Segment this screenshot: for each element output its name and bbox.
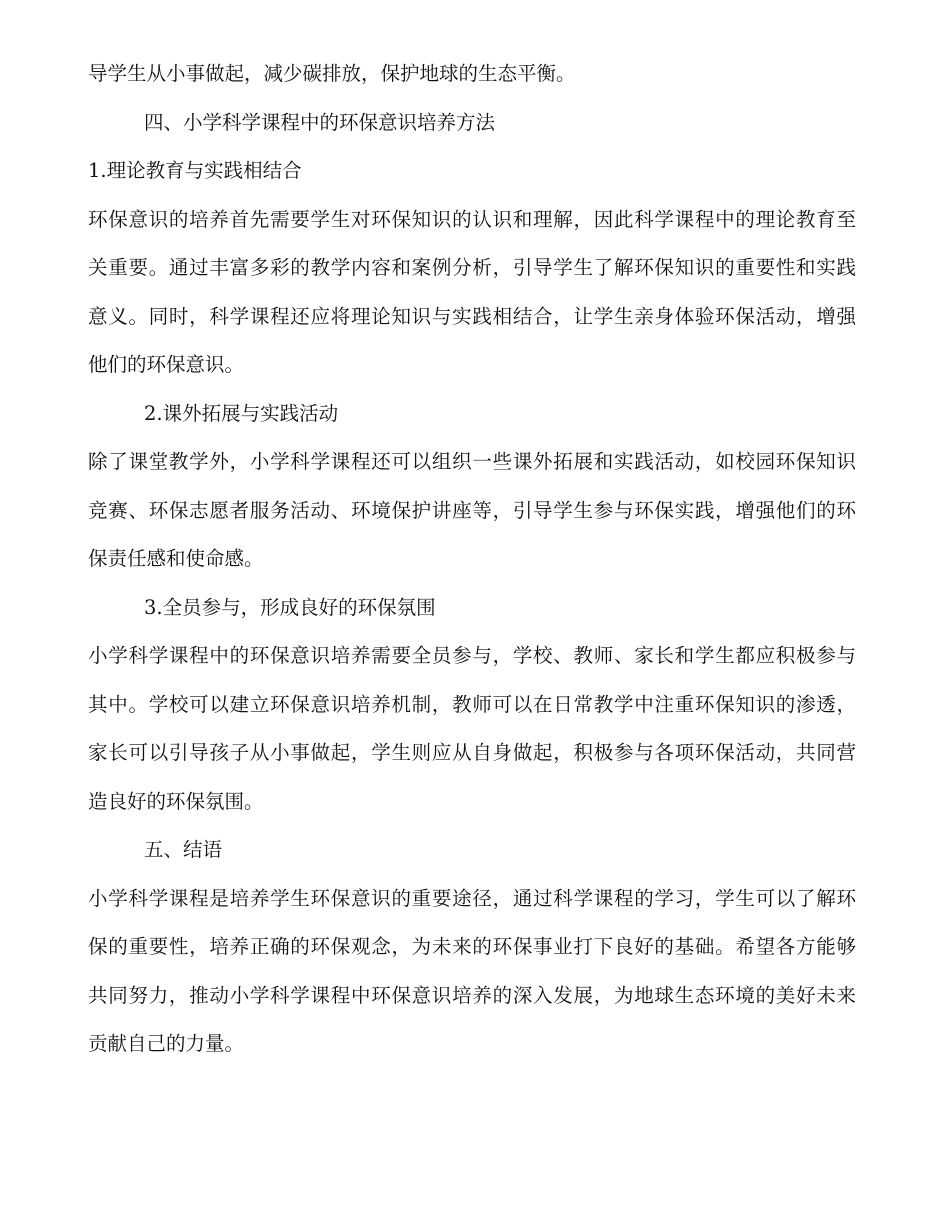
subheading-participation: 3.全员参与，形成良好的环保氛围 [144,595,436,619]
paragraph-line: 贡献自己的力量。 [88,1032,245,1055]
subheading-theory-practice: 1.理论教育与实践相结合 [88,159,302,182]
paragraph-line: 除了课堂教学外，小学科学课程还可以组织一些课外拓展和实践活动，如校园环保知识 [88,450,856,473]
paragraph-line: 意义。同时，科学课程还应将理论知识与实践相结合，让学生亲身体验环保活动，增强 [88,304,856,328]
paragraph-line: 造良好的环保氛围。 [88,789,264,813]
section-heading-conclusion: 五、结语 [144,838,223,861]
subheading-extracurricular: 2.课外拓展与实践活动 [144,401,339,425]
paragraph-line: 保责任感和使命感。 [88,547,264,570]
paragraph-line: 他们的环保意识。 [88,353,245,376]
paragraph-line: 竞赛、环保志愿者服务活动、环境保护讲座等，引导学生参与环保实践，增强他们的环 [88,498,856,522]
paragraph-line: 其中。学校可以建立环保意识培养机制，教师可以在日常教学中注重环保知识的渗透， [88,692,856,716]
paragraph-line: 共同努力，推动小学科学课程中环保意识培养的深入发展，为地球生态环境的美好未来 [88,983,856,1007]
continuation-text: 导学生从小事做起，减少碳排放，保护地球的生态平衡。 [88,62,576,85]
paragraph-line: 家长可以引导孩子从小事做起，学生则应从自身做起，积极参与各项环保活动，共同营 [88,741,856,764]
document-page [88,50,856,1069]
paragraph-line: 环保意识的培养首先需要学生对环保知识的认识和理解，因此科学课程中的理论教育至 [88,207,856,231]
paragraph-line: 保的重要性，培养正确的环保观念，为未来的环保事业打下良好的基础。希望各方能够 [88,935,856,958]
paragraph-line: 小学科学课程是培养学生环保意识的重要途径，通过科学课程的学习，学生可以了解环 [88,886,856,910]
paragraph-line: 关重要。通过丰富多彩的教学内容和案例分析，引导学生了解环保知识的重要性和实践 [88,256,856,279]
paragraph-line: 小学科学课程中的环保意识培养需要全员参与，学校、教师、家长和学生都应积极参与 [88,644,856,667]
section-heading-methods: 四、小学科学课程中的环保意识培养方法 [144,110,496,134]
